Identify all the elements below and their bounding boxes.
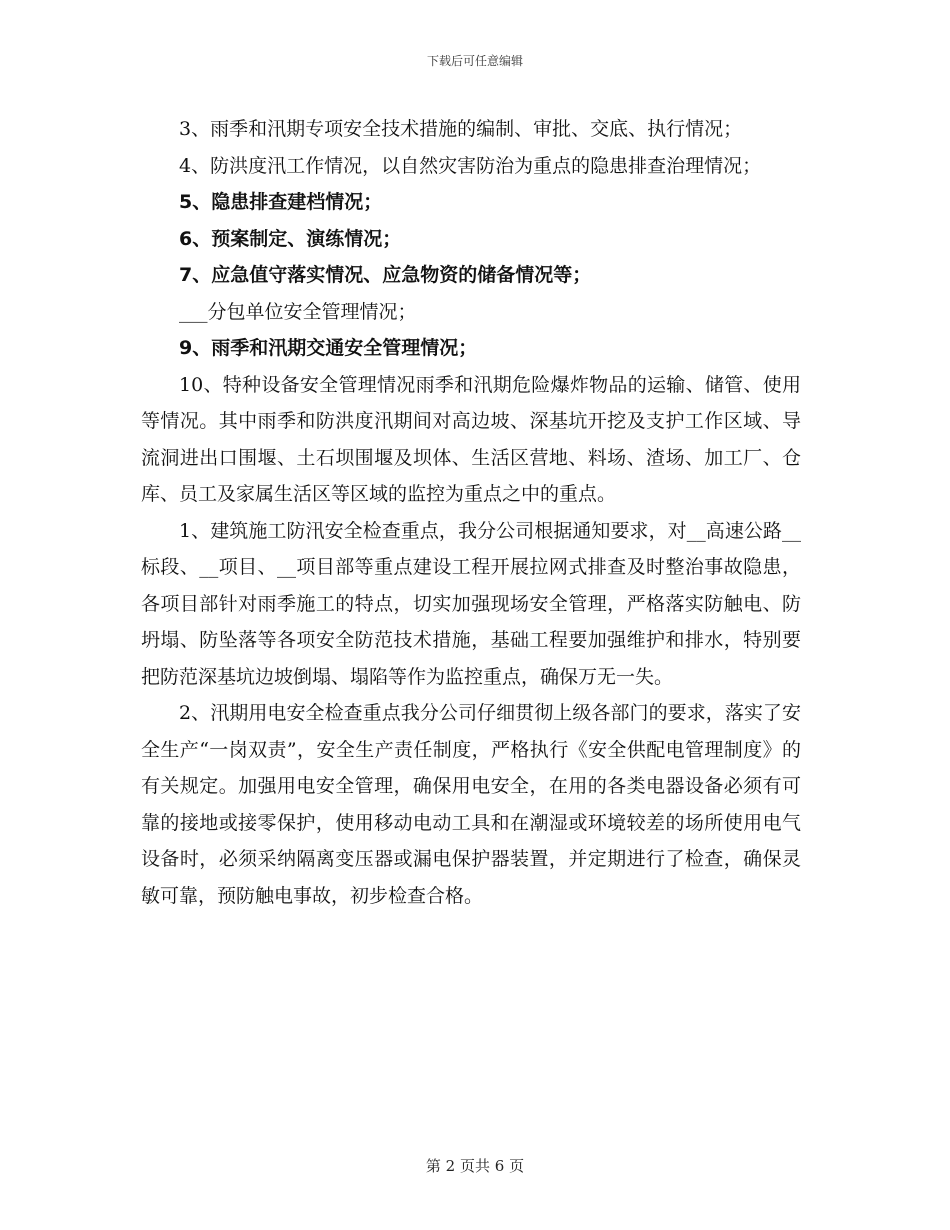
paragraph-item-5: 5、隐患排查建档情况； bbox=[179, 191, 383, 213]
document-body bbox=[141, 111, 801, 914]
paragraph-item-10: 10、特种设备安全管理情况雨季和汛期危险爆炸物品的运输、储管、使用等情况。其中雨季和防洪度汛期间对高边坡、深基坑开挖及支护工作区域、导流洞进出口围堰、土石坝围堰及坝体、生活区营地、料场、渣场、加工厂、仓库、员工及家属生活区等区域的监控为重点之中的重点。 bbox=[141, 373, 801, 505]
paragraph-construction-flood-check: 1、建筑施工防汛安全检查重点，我分公司根据通知要求，对__高速公路__标段、__项目、__项目部等重点建设工程开展拉网式排查及时整治事故隐患，各项目部针对雨季施工的特点，切实加强现场安全管理，严格落实防触电、防坍塌、防坠落等各项安全防范技术措施，基础工程要加强维护和排水，特别要把防范深基坑边坡倒塌、塌陷等作为监控重点，确保万无一失。 bbox=[141, 519, 801, 688]
paragraph-electrical-safety-check: 2、汛期用电安全检查重点我分公司仔细贯彻上级各部门的要求，落实了安全生产“一岗双责”，安全生产责任制度，严格执行《安全供配电管理制度》的有关规定。加强用电安全管理，确保用电安全，在用的各类电器设备必须有可靠的接地或接零保护，使用移动电动工具和在潮湿或环境较差的场所使用电气设备时，必须采纳隔离变压器或漏电保护器装置，并定期进行了检查，确保灵敏可靠，预防触电事故，初步检查合格。 bbox=[141, 702, 801, 907]
page-number: 第 2 页共 6 页 bbox=[425, 1157, 525, 1175]
paragraph-item-9: 9、雨季和汛期交通安全管理情况； bbox=[179, 337, 478, 359]
paragraph-item-6: 6、预案制定、演练情况； bbox=[179, 227, 402, 250]
paragraph-item-7: 7、应急值守落实情况、应急物资的储备情况等； bbox=[179, 264, 592, 286]
paragraph-item-8: ___分包单位安全管理情况； bbox=[179, 300, 417, 323]
page-header: 下载后可任意编辑 bbox=[426, 54, 523, 68]
paragraph-item-4: 4、防洪度汛工作情况，以自然灾害防治为重点的隐患排查治理情况； bbox=[179, 154, 762, 177]
paragraph-item-3: 3、雨季和汛期专项安全技术措施的编制、审批、交底、执行情况； bbox=[179, 118, 743, 140]
